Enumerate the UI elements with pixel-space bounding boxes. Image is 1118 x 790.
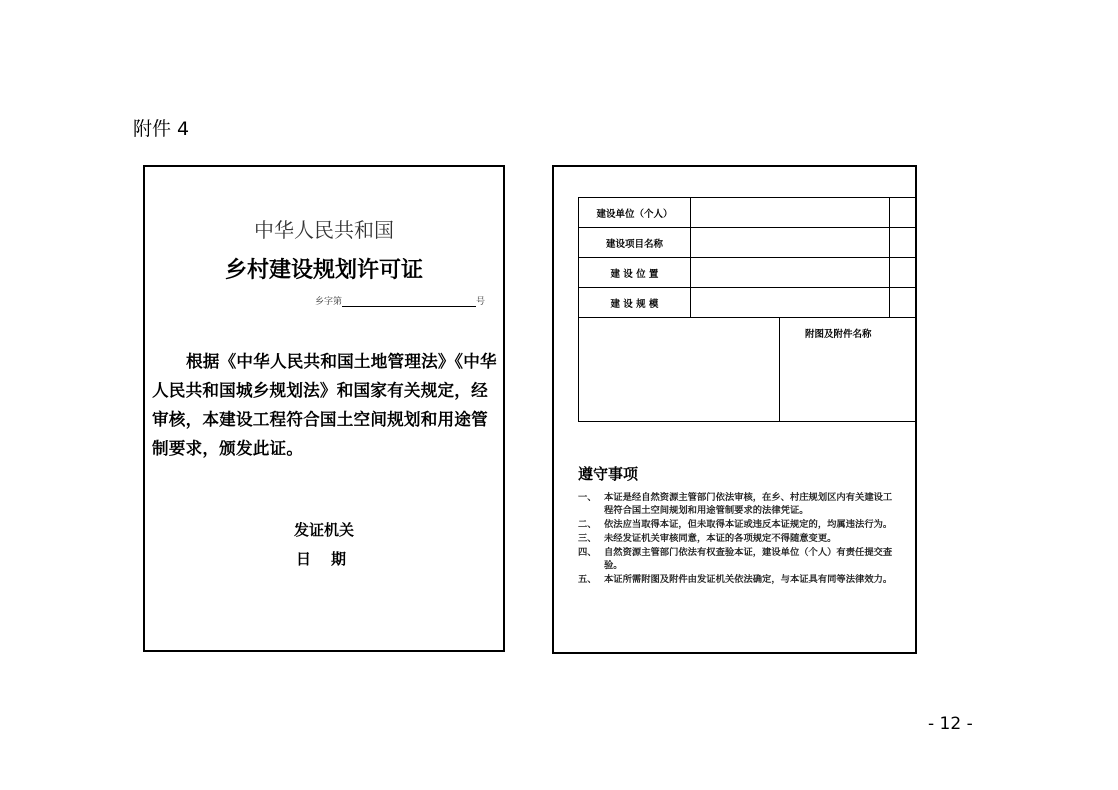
certificate-title: 乡村建设规划许可证 [224,258,423,283]
attachments-box [578,318,917,422]
row-value [690,288,889,318]
table-row [579,198,918,228]
table-row [579,228,918,258]
rule-text: 本证是经自然资源主管部门依法审核，在乡、村庄规划区内有关建设工程符合国土空间规划和用途管制要求的法律凭证。 [604,492,893,516]
rule-number: 四、 [578,547,597,558]
row-label: 建 设 规 模 [579,288,691,318]
notice-title: 遵守事项 [578,465,639,483]
rule-text: 依法应当取得本证，但未取得本证或违反本证规定的，均属违法行为。 [604,519,893,530]
project-info-table [578,197,917,318]
rule-text: 本证所需附图及附件由发证机关依法确定，与本证具有同等法律效力。 [604,574,893,585]
row-edge [889,198,917,228]
list-item [578,546,898,572]
number-suffix: 号 [476,297,486,307]
rule-number: 二、 [578,519,597,530]
rule-number: 一、 [578,492,597,503]
rule-number: 五、 [578,574,597,585]
attachments-label: 附图及附件名称 [805,329,872,340]
row-label: 建 设 位 置 [579,258,691,288]
certificate-body-text: 根据《中华人民共和国土地管理法》《中华人民共和国城乡规划法》和国家有关规定，经审核，本建设工程符合国土空间规划和用途管制要求，颁发此证。 [152,352,497,458]
row-value [690,228,889,258]
attachment-label: 附件 4 [133,118,190,140]
row-value [690,258,889,288]
rule-text: 未经发证机关审核同意，本证的各项规定不得随意变更。 [604,533,837,544]
row-edge [889,228,917,258]
certificate-back [552,165,917,654]
table-row [579,258,918,288]
row-label: 建设单位（个人） [579,198,691,228]
list-item [578,532,898,545]
table-row [579,288,918,318]
rule-number: 三、 [578,533,597,544]
row-value [690,198,889,228]
certificate-number [315,294,485,307]
rules-list [578,491,898,587]
number-prefix: 乡字第 [315,297,343,307]
row-edge [889,258,917,288]
date-label: 日期 [295,550,366,568]
list-item [578,573,898,586]
certificate-front [143,165,505,652]
page-number: - 12 - [928,714,973,734]
attachments-divider [779,318,780,421]
list-item [578,491,898,517]
number-blank-line [342,297,476,307]
country-name: 中华人民共和国 [254,218,394,242]
rule-text: 自然资源主管部门依法有权查验本证，建设单位（个人）有责任提交查验。 [604,547,893,571]
list-item [578,518,898,531]
issuer-label: 发证机关 [293,521,354,539]
row-edge [889,288,917,318]
row-label: 建设项目名称 [579,228,691,258]
